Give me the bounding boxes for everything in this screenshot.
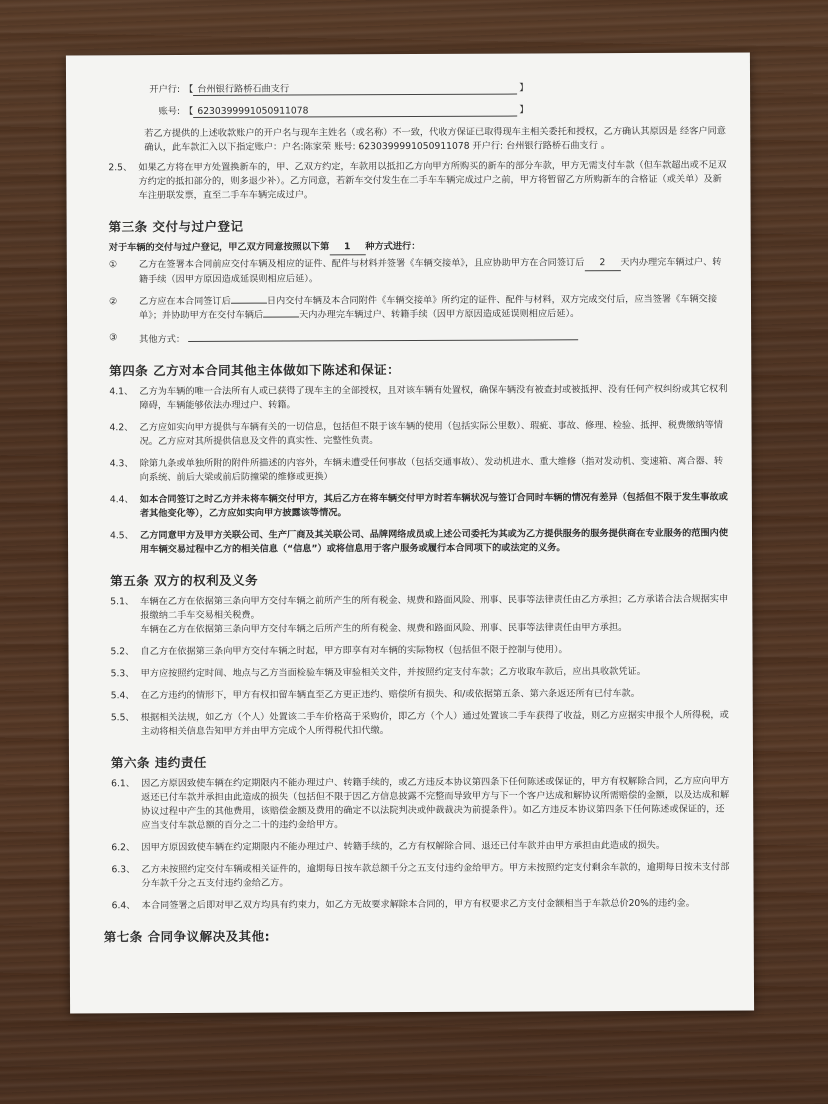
clause-5-4: [111, 687, 731, 704]
clause-text: 根据相关法规，如乙方（个人）处置该二手车价格高于采购价，即乙方（个人）通过处置该二手车获得了收益，则乙方应据实申报个人所得税，或主动将相关信息告知甲方并由甲方完成个人所得税代扣代缴。: [140, 709, 729, 738]
clause-text: 除第九条或单独所附的附件所描述的内容外，车辆未遭受任何事故（包括交通事故）、发动机进水、重大维修（指对发动机、变速箱、离合器、转向系统、前后大梁或前后防撞梁的维修或更换）: [139, 455, 724, 484]
clause-number: 5.1、: [110, 596, 135, 608]
clause-number: 5.3、: [110, 668, 135, 680]
section-7-title: 第七条 合同争议解决及其他:: [103, 928, 271, 945]
clause-text: 车辆在乙方在依据第三条向甲方交付车辆之前所产生的所有税金、规费和路面风险、刑事、民事等法律责任由乙方承担；乙方承诺合法合规据实申报缴纳二手车交易相关税费。 车辆在乙方在依据第三条向甲方交付车辆之后所产生的所有税金、规费和路面风险、刑事、民事等法律责任由甲方承担。: [140, 593, 729, 636]
delivery-choice: 1: [329, 240, 365, 255]
clause-text: 乙方应如实向甲方提供与车辆有关的一切信息，包括但不限于该车辆的使用（包括实际公里数）、瑕疵、事故、修理、检验、抵押、税费缴纳等情况。乙方应对其所提供信息及文件的真实性、完整性负责。: [139, 419, 723, 448]
clause-number: 4.1、: [109, 386, 134, 398]
bank-label: 开户行:: [149, 83, 181, 96]
delivery-option-1: ① 乙方在签署本合同前应交付车辆及相应的证件、配件与材料并签署《车辆交接单》，且应协助甲方在合同签订后 2 天内办理完车辆过户、转籍手续（因甲方原因造成延误则相应后延）。: [108, 256, 722, 286]
clause-text: 乙方未按照约定交付车辆或相关证件的，逾期每日按车款总额千分之五支付违约金给甲方。甲方未按照约定支付剩余车款的，逾期每日按未支付部分车款千分之五支付违约金给乙方。: [141, 861, 730, 890]
clause-4-3: [110, 455, 730, 486]
section-6-title: 第六条 违约责任: [110, 754, 207, 771]
account-note: 若乙方提供的上述收款账户的开户名与现车主姓名（或名称）不一致，代收方保证已取得现车主相关委托和授权，乙方确认其原因是 经客户同意确认，此车款汇入以下指定账户：户名:陈家荣 账号: 6230399991050911078 开户行: 台州银行路桥石曲支行 。: [144, 125, 727, 154]
clause-4-4: [110, 491, 730, 522]
account-label: 账号:: [158, 105, 181, 118]
clause-number: 4.4、: [109, 494, 134, 506]
section-5-title: 第五条 双方的权利及义务: [110, 572, 259, 589]
contract-content: [103, 77, 732, 952]
clause-6-3: [111, 861, 731, 892]
clause-5-2: [110, 643, 730, 660]
clause-4-2: [110, 419, 730, 450]
clause-number: 6.3、: [111, 864, 136, 876]
clause-5-5: [111, 709, 731, 740]
clause-number: 6.4、: [111, 900, 136, 912]
bank-value: 台州银行路桥石曲支行: [193, 80, 517, 96]
clause-text: 乙方为车辆的唯一合法所有人或已获得了现车主的全部授权，且对该车辆有处置权，确保车辆没有被查封或被抵押、没有任何产权纠纷或其它权利障碍，车辆能够依法办理过户、转籍。: [139, 383, 728, 412]
clause-number: 6.2、: [111, 842, 136, 854]
other-method-blank: [188, 329, 578, 342]
clause-2-5: 2.5、 如果乙方将在甲方处置换新车的，甲、乙双方约定，车款用以抵扣乙方向甲方所购买的新车的部分车款，甲方无需支付车款（但车款超出或不足双方约定的抵扣部分的，则多退少补）。乙方同意，若新车交付发生在二手车车辆完成过户之前，甲方将暂留乙方所购新车的合格证（或关单）及新车注册联发票，直至二手车车辆完成过户。: [108, 159, 727, 202]
section-5-list: [110, 593, 731, 740]
clause-text: 甲方应按照约定时间、地点与乙方当面检验车辆及审验相关文件，并按照约定支付车款；乙方收取车款后，应出具收款凭证。: [140, 665, 646, 680]
section-4-list: [109, 383, 730, 558]
clause-text: 本合同签署之后即对甲乙双方均具有约束力，如乙方无故要求解除本合同的，甲方有权要求乙方支付金额相当于车款总价20%的违约金。: [141, 897, 695, 912]
clause-5-3: [111, 665, 731, 682]
account-row: 账号: 【 6230399991050911078 】: [108, 101, 728, 122]
clause-number: 5.5、: [110, 712, 135, 724]
clause-6-1: [111, 775, 731, 834]
section-3-intro: 对于车辆的交付与过户登记，甲乙双方同意按照以下第 1 种方式进行：: [109, 239, 729, 257]
clause-text: 如本合同签订之时乙方并未将车辆交付甲方，其后乙方在将车辆交付甲方时若车辆状况与签订合同时车辆的情况有差异（包括但不限于发生事故或者其他变化等），乙方应如实向甲方披露该等情况。: [139, 491, 728, 520]
clause-number: 5.4、: [110, 690, 135, 702]
clause-text: 在乙方违约的情形下，甲方有权扣留车辆直至乙方更正违约、赔偿所有损失、和/或依据第五条、第六条返还所有已付车款。: [140, 687, 640, 702]
section-6-list: [111, 775, 732, 914]
clause-5-1: [110, 593, 730, 638]
bank-row: 开户行: 【 台州银行路桥石曲支行 】: [108, 79, 728, 100]
clause-text: 因乙方原因致使车辆在约定期限内不能办理过户、转籍手续的，或乙方违反本协议第四条下任何陈述或保证的，甲方有权解除合同，乙方应向甲方返还已付车款并承担由此造成的损失（包括但不限于因乙方信息披露不完整而导致甲方与下一个客户达成和解协议所需赔偿的金额，以及达成和解协议过程中产生的其他费用，该赔偿金额及费用的确定不以法院判决或仲裁裁决为前提条件）。如乙方违反本协议第四条下任何陈述或保证的，还应当支付车款总额的百分之二十的违约金给甲方。: [141, 775, 730, 832]
option-1-days: 2: [584, 256, 620, 271]
clause-number: 4.2、: [109, 422, 134, 434]
clause-number: 6.1、: [111, 778, 135, 790]
clause-4-5: [110, 527, 730, 558]
clause-6-4: [112, 897, 732, 914]
clause-text: 自乙方在依据第三条向甲方交付车辆之时起，甲方即享有对车辆的实际物权（包括但不限于控制与使用）。: [140, 644, 568, 658]
section-3-title: 第三条 交付与过户登记: [108, 218, 244, 235]
contract-page: [66, 53, 754, 1014]
clause-number: 5.2、: [110, 646, 135, 658]
clause-text: 乙方同意甲方及甲方关联公司、生产厂商及其关联公司、品牌网络成员或上述公司委托为其或为乙方提供服务的服务提供商在专业服务的范围内使用车辆交易过程中乙方的相关信息（“信息”）或将信息用于客户服务或履行本合同项下的或法定的义务。: [139, 527, 729, 556]
clause-text: 因甲方原因致使车辆在约定期限内不能办理过户、转籍手续的，乙方有权解除合同、退还已付车款并由甲方承担由此造成的损失。: [141, 839, 666, 854]
clause-6-2: [111, 839, 731, 856]
delivery-option-2: ② 乙方应在本合同签订后 日内交付车辆及本合同附件《车辆交接单》所约定的证件、配件与材料，双方完成交付后，应当签署《车辆交接单》；并协助甲方在交付车辆后 天内办理完车辆过户、转籍手续（因甲方原因造成延误则相应后延）。: [108, 293, 718, 322]
clause-number: 4.5、: [109, 530, 134, 542]
delivery-option-3: ③ 其他方式：: [109, 329, 729, 348]
clause-4-1: [109, 383, 729, 414]
clause-number: 4.3、: [109, 458, 134, 470]
account-value: 6230399991050911078: [193, 105, 517, 118]
section-4-title: 第四条 乙方对本合同其他主体做如下陈述和保证：: [109, 362, 401, 379]
